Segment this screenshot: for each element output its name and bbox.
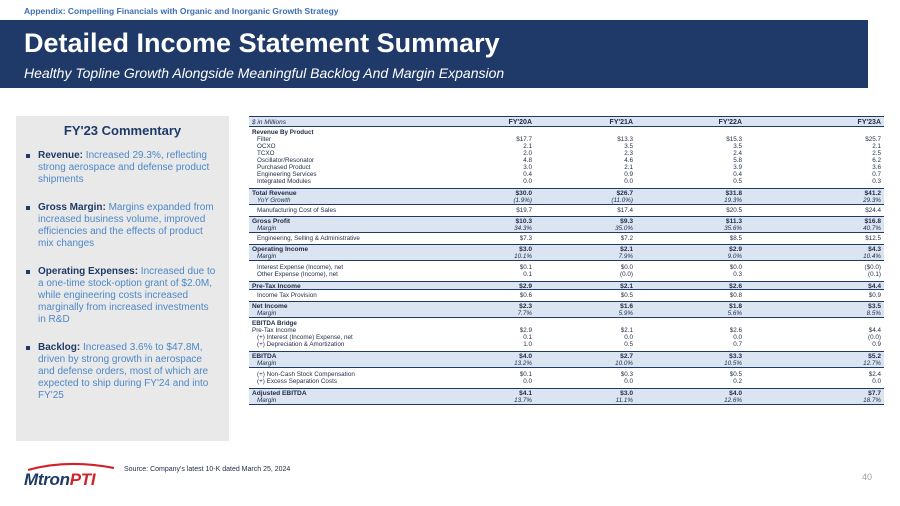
page-title: Detailed Income Statement Summary: [24, 28, 500, 58]
row-value: $0.9: [868, 292, 881, 299]
row-value: 7.7%: [517, 310, 532, 317]
row-value: $5.2: [868, 353, 881, 360]
row-value: $2.1: [620, 283, 633, 290]
row-value: $8.5: [729, 235, 742, 242]
row-label: (+) Depreciation & Amortization: [257, 341, 345, 348]
table-row: [249, 164, 884, 171]
table-row: [249, 341, 884, 348]
row-value: (0.0): [868, 334, 881, 341]
row-value: 4.8: [523, 157, 532, 164]
table-row: [249, 143, 884, 150]
row-value: $1.8: [729, 303, 742, 310]
row-value: $10.3: [515, 218, 532, 225]
row-value: $19.7: [516, 207, 532, 214]
row-value: $25.7: [865, 136, 881, 143]
row-value: $17.7: [516, 136, 532, 143]
row-label: YoY Growth: [257, 197, 291, 204]
row-value: $4.4: [868, 283, 881, 290]
row-value: 0.1: [523, 271, 532, 278]
row-value: 5.6%: [727, 310, 742, 317]
table-row: [249, 334, 884, 341]
table-row-yoy-growth: [249, 197, 884, 205]
row-label: Gross Profit: [252, 218, 291, 225]
row-value: $2.1: [620, 246, 633, 253]
row-value: $3.5: [868, 303, 881, 310]
page-subtitle: Healthy Topline Growth Alongside Meaningful Backlog And Margin Expansion: [24, 65, 505, 81]
row-value: $12.5: [865, 235, 881, 242]
row-value: $13.3: [617, 136, 633, 143]
row-value: $0.5: [620, 292, 633, 299]
row-value: $4.0: [519, 353, 532, 360]
row-value: 0.0: [872, 378, 881, 385]
section-label-text: EBITDA Bridge: [252, 320, 297, 327]
row-label: (+) Non-Cash Stock Compensation: [257, 371, 355, 378]
table-row-gross-profit: [249, 216, 884, 225]
table-row: [249, 178, 884, 185]
logo-part-pti: PTI: [69, 470, 96, 489]
row-value: 0.7: [872, 171, 881, 178]
row-label: Integrated Modules: [257, 178, 311, 185]
table-row: [249, 171, 884, 178]
section-label: [249, 129, 884, 136]
row-value: 0.0: [733, 334, 742, 341]
row-value: 13.2%: [514, 360, 532, 367]
row-value: 0.5: [624, 341, 633, 348]
table-row: [249, 378, 884, 385]
table-row-adjusted-margin: [249, 397, 884, 405]
row-value: $0.0: [620, 264, 633, 271]
row-value: $17.4: [617, 207, 633, 214]
row-value: $7.2: [620, 235, 633, 242]
row-value: 7.9%: [618, 253, 633, 260]
row-value: (0.1): [868, 271, 881, 278]
row-value: 40.7%: [863, 225, 881, 232]
row-value: 0.9: [624, 171, 633, 178]
row-value: $11.3: [725, 218, 742, 225]
row-value: 18.7%: [863, 397, 881, 404]
section-label-text: Revenue By Product: [252, 129, 314, 136]
commentary-text: Increased 29.3%, reflecting strong aerospace and defense product shipments: [38, 150, 210, 185]
row-label: Manufacturing Cost of Sales: [257, 207, 337, 214]
row-label: Engineering, Selling & Administrative: [257, 235, 360, 242]
table-row-ebitda-margin: [249, 360, 884, 368]
row-value: $0.1: [519, 371, 532, 378]
row-value: 29.3%: [863, 197, 881, 204]
commentary-head: Gross Margin:: [38, 202, 106, 213]
row-label: Oscillator/Resonator: [257, 157, 315, 164]
table-row-income-tax: [249, 290, 884, 301]
row-value: $0.5: [729, 371, 742, 378]
row-value: $9.3: [620, 218, 633, 225]
table-row-net-income: [249, 301, 884, 310]
row-value: 0.3: [872, 178, 881, 185]
row-label: Engineering Services: [257, 171, 317, 178]
commentary-text: Increased 3.6% to $47.8M, driven by strong growth in aerospace and defense orders, most of which are expected to ship during FY'24 and into FY'25: [38, 342, 209, 401]
commentary-head: Backlog:: [38, 342, 81, 353]
row-label: Filter: [257, 136, 271, 143]
row-value: 0.2: [733, 378, 742, 385]
row-value: $7.7: [868, 390, 881, 397]
row-value: $2.6: [729, 283, 742, 290]
row-label: Pre-Tax Income: [252, 327, 297, 334]
row-value: 0.5: [733, 178, 742, 185]
row-value: $2.9: [729, 246, 742, 253]
row-value: $41.2: [864, 190, 881, 197]
table-row-interest-expense: [249, 264, 884, 271]
row-label: TCXO: [257, 150, 275, 157]
source-note: Source: Company's latest 10-K dated March 25, 2024: [124, 466, 291, 473]
unit-label: $ in Millions: [252, 119, 286, 126]
row-label: Total Revenue: [252, 190, 297, 197]
row-value: 35.0%: [615, 225, 633, 232]
table-row-pretax-income: [249, 281, 884, 290]
table-row-other-expense: [249, 271, 884, 278]
row-value: 2.1: [872, 143, 881, 150]
row-value: 2.0: [523, 150, 532, 157]
row-value: $0.6: [519, 292, 532, 299]
commentary-head: Revenue:: [38, 150, 84, 161]
row-value: $3.0: [519, 246, 532, 253]
row-label: EBITDA: [252, 353, 277, 360]
row-label: Interest Expense (Income), net: [257, 264, 344, 271]
table-row-adjusted-ebitda: [249, 388, 884, 397]
row-value: $2.6: [729, 327, 742, 334]
logo-part-mtron: Mtron: [24, 470, 70, 489]
commentary-item-revenue: [26, 150, 219, 186]
row-value: 10.0%: [615, 360, 633, 367]
table-row-cost-of-sales: [249, 205, 884, 216]
row-label: Margin: [257, 253, 277, 260]
row-value: 13.7%: [514, 397, 532, 404]
table-row: [249, 157, 884, 164]
row-label: Margin: [257, 225, 277, 232]
row-label: Operating Income: [252, 246, 309, 253]
row-value: 19.3%: [724, 197, 742, 204]
row-value: $30.0: [515, 190, 532, 197]
column-header: FY'22A: [718, 119, 742, 126]
row-value: 10.1%: [514, 253, 532, 260]
column-header: FY'20A: [508, 119, 532, 126]
commentary-text: Increased due to a one-time stock-option grant of $2.0M, while engineering costs increased marginally from increased investments in R&D: [38, 266, 216, 325]
row-value: 3.6: [872, 164, 881, 171]
row-value: 0.0: [523, 378, 532, 385]
table-row-gross-margin: [249, 225, 884, 233]
row-value: 9.0%: [727, 253, 742, 260]
row-value: $3.3: [729, 353, 742, 360]
row-label: (+) Excess Separation Costs: [257, 378, 337, 385]
row-label: Pre-Tax Income: [252, 283, 301, 290]
row-value: (1.9%): [513, 197, 532, 204]
row-value: $2.1: [620, 327, 633, 334]
row-value: 2.5: [872, 150, 881, 157]
row-label: Purchased Product: [257, 164, 311, 171]
table-row-operating-income: [249, 244, 884, 253]
row-value: $24.4: [865, 207, 881, 214]
row-value: 2.3: [624, 150, 633, 157]
table-row: [249, 136, 884, 143]
row-value: $2.4: [868, 371, 881, 378]
row-value: 8.5%: [866, 310, 881, 317]
income-statement-table: [249, 116, 884, 405]
row-value: $2.7: [620, 353, 633, 360]
bridge-rows: [249, 327, 884, 348]
row-label: Margin: [257, 310, 277, 317]
row-value: $0.1: [519, 264, 532, 271]
row-value: $4.1: [519, 390, 532, 397]
row-value: 6.2: [872, 157, 881, 164]
row-value: $0.0: [729, 264, 742, 271]
row-label: Net Income: [252, 303, 288, 310]
row-value: 0.0: [624, 378, 633, 385]
commentary-panel: [16, 116, 229, 441]
table-row-operating-margin: [249, 253, 884, 261]
table-row-total-revenue: [249, 188, 884, 197]
row-value: $2.9: [519, 283, 532, 290]
row-value: $20.5: [726, 207, 742, 214]
row-value: $0.8: [729, 292, 742, 299]
row-label: Margin: [257, 397, 277, 404]
row-value: 3.5: [733, 143, 742, 150]
column-header: FY'23A: [857, 119, 881, 126]
row-value: 10.4%: [863, 253, 881, 260]
row-value: $31.8: [725, 190, 742, 197]
row-value: $3.0: [620, 390, 633, 397]
row-value: 0.4: [523, 171, 532, 178]
commentary-text: Margins expanded from increased business volume, improved efficiencies and the effects of product mix changes: [38, 202, 214, 249]
row-value: 2.1: [523, 143, 532, 150]
row-value: 0.3: [733, 271, 742, 278]
row-value: 1.0: [523, 341, 532, 348]
row-value: $1.6: [620, 303, 633, 310]
row-value: $2.3: [519, 303, 532, 310]
appendix-label: Appendix: Compelling Financials with Organic and Inorganic Growth Strategy: [24, 6, 339, 16]
row-value: 0.1: [523, 334, 532, 341]
row-value: (0.0): [620, 271, 633, 278]
product-rows: [249, 136, 884, 185]
row-value: $4.0: [729, 390, 742, 397]
table-row-esa: [249, 233, 884, 244]
row-value: 35.6%: [724, 225, 742, 232]
row-value: 3.0: [523, 164, 532, 171]
commentary-title: FY'23 Commentary: [63, 123, 182, 138]
row-value: $4.3: [868, 246, 881, 253]
row-value: $15.3: [726, 136, 742, 143]
row-value: 0.0: [624, 334, 633, 341]
row-value: 12.6%: [724, 397, 742, 404]
row-value: $0.3: [620, 371, 633, 378]
row-value: ($0.0): [864, 264, 881, 271]
logo-wordmark: [24, 470, 95, 490]
row-value: 11.1%: [615, 397, 633, 404]
row-label: (+) Interest (Income) Expense, net: [257, 334, 353, 341]
commentary-item-backlog: [26, 342, 219, 402]
row-value: 3.9: [733, 164, 742, 171]
row-value: 0.0: [624, 178, 633, 185]
row-label: Adjusted EBITDA: [252, 390, 307, 397]
row-value: 12.7%: [863, 360, 881, 367]
row-value: 0.9: [872, 341, 881, 348]
row-value: $4.4: [868, 327, 881, 334]
row-value: 4.6: [624, 157, 633, 164]
commentary-head: Operating Expenses:: [38, 266, 139, 277]
table-row: [249, 371, 884, 378]
row-value: 2.1: [624, 164, 633, 171]
company-logo: [22, 461, 132, 493]
commentary-item-operating-expenses: [26, 266, 219, 326]
row-value: 2.4: [733, 150, 742, 157]
row-value: 10.5%: [724, 360, 742, 367]
table-row: [249, 327, 884, 334]
table-row: [249, 150, 884, 157]
section-label: [249, 320, 884, 327]
row-value: 5.9%: [618, 310, 633, 317]
title-banner: [0, 20, 868, 88]
row-value: 3.5: [624, 143, 633, 150]
commentary-item-gross-margin: [26, 202, 219, 250]
row-value: $7.3: [519, 235, 532, 242]
row-value: $2.9: [519, 327, 532, 334]
row-value: (11.0%): [611, 197, 633, 204]
row-label: OCXO: [257, 143, 276, 150]
row-value: $26.7: [616, 190, 633, 197]
row-label: Income Tax Provision: [257, 292, 317, 299]
row-value: 0.0: [523, 178, 532, 185]
row-value: 0.7: [733, 341, 742, 348]
column-header: FY'21A: [609, 119, 633, 126]
page-number: 40: [862, 472, 873, 482]
row-value: 34.3%: [514, 225, 532, 232]
table-row-net-margin: [249, 310, 884, 318]
row-value: 0.4: [733, 171, 742, 178]
adjustment-rows: [249, 371, 884, 385]
row-label: Other Expense (Income), net: [257, 271, 338, 278]
table-header-row: [249, 116, 884, 127]
commentary-list: [16, 150, 229, 402]
row-value: 5.8: [733, 157, 742, 164]
row-label: Margin: [257, 360, 277, 367]
table-row-ebitda: [249, 351, 884, 360]
row-value: $16.8: [864, 218, 881, 225]
